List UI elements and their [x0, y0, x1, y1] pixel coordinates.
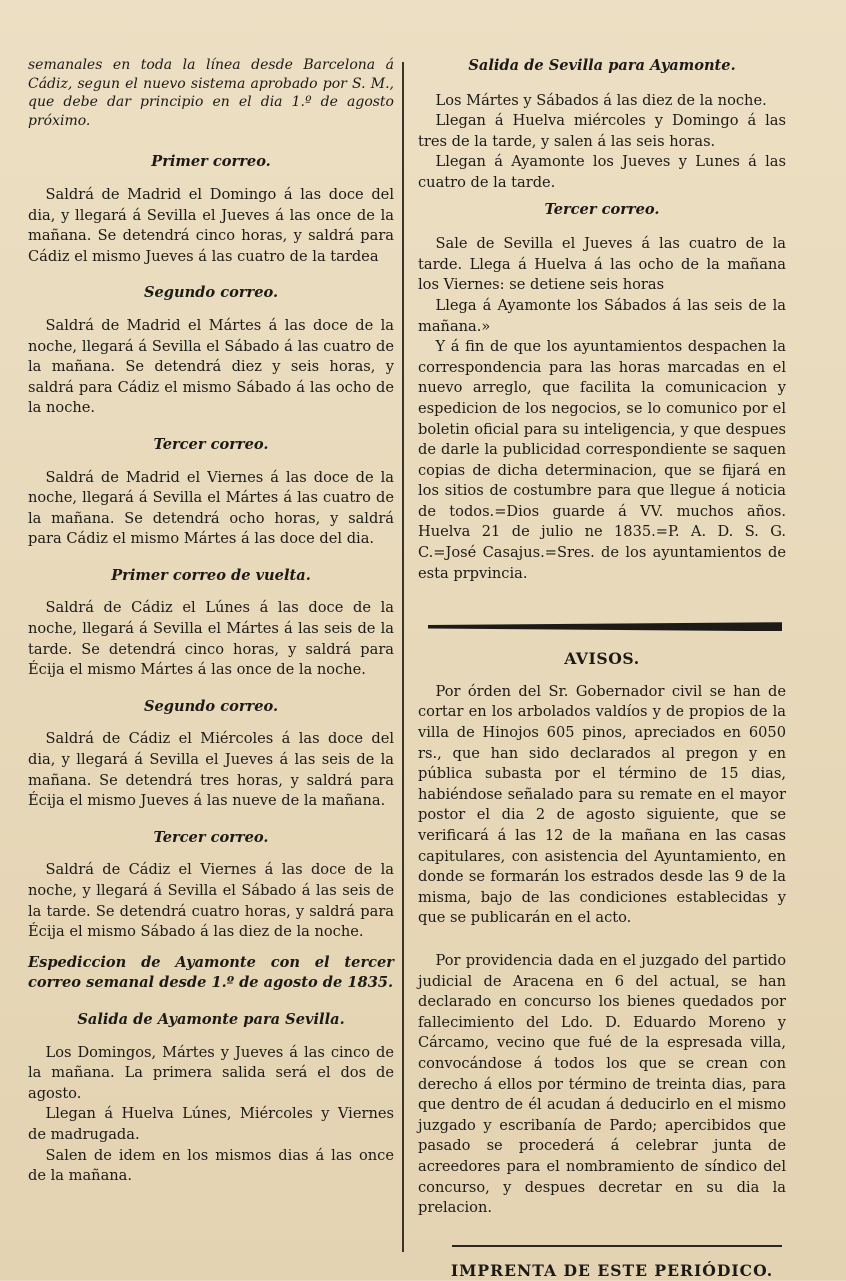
heading-tercer-correo: Tercer correo.: [153, 435, 269, 453]
text-salida-sevilla-3: Llegan á Ayamonte los Jueves y Lunes á las cuatro de la tarde.: [418, 153, 786, 191]
text-primer-correo-vuelta: Saldrá de Cádiz el Lúnes á las doce de la noche, llegará á Sevilla el Mártes á las seis de la tarde. Se detendrá cinco horas, y saldrá para Écija el mismo Mártes á las once de la noche.: [28, 599, 394, 679]
text-salida-ayamonte-1: Los Domingos, Mártes y Jueves á las cinco de la mañana. La primera salida será el dos de agosto.: [28, 1043, 394, 1102]
intro-text: semanales en toda la línea desde Barcelona á Cádiz, segun el nuevo sistema aprobado por S. M., que debe dar principio en el dia 1.º de agosto próximo.: [28, 57, 394, 129]
section-divider-thin: [452, 1245, 782, 1247]
text-salida-sevilla-1: Los Mártes y Sábados á las diez de la noche.: [435, 91, 767, 109]
heading-tercer-correo-right: Tercer correo.: [544, 200, 660, 218]
section-divider-thick: [428, 622, 782, 631]
avisos-title: AVISOS.: [564, 649, 640, 669]
heading-espediccion: Espediccion de Ayamonte con el tercer correo semanal desde 1.º de agosto de 1835.: [28, 953, 394, 992]
text-tercer-correo-right-1: Sale de Sevilla el Jueves á las cuatro de la tarde. Llega á Huelva á las ocho de la mañana los Viernes: se detiene seis horas: [418, 235, 786, 294]
heading-primer-correo-vuelta: Primer correo de vuelta.: [111, 566, 311, 584]
left-column: [28, 56, 394, 1260]
aviso-2: Por providencia dada en el juzgado del partido judicial de Aracena en 6 del actual, se han declarado en concurso los bienes quedados por fallecimiento del Ldo. D. Eduardo Moreno y Cárcamo, vecino que fué de la espresada villa, convocándose á todos los que se crean con derecho á ellos por término de treinta dias, para que dentro de él acudan á deducirlo en el mismo juzgado y escribanía de Pardo; apercibidos que pasado se procederá á celebrar junta de acreedores para el nombramiento de síndico del concurso, y despues decretar en su dia la prelacion.: [418, 951, 786, 1217]
text-salida-ayamonte-3: Salen de idem en los mismos dias á las once de la mañana.: [28, 1146, 394, 1185]
heading-segundo-correo-vuelta: Segundo correo.: [143, 697, 279, 715]
right-column: [418, 56, 786, 1280]
text-salida-ayamonte-2: Llegan á Huelva Lúnes, Miércoles y Viernes de madrugada.: [28, 1105, 394, 1143]
heading-primer-correo: Primer correo.: [151, 153, 271, 171]
column-divider: [402, 62, 404, 1252]
text-segundo-correo-vuelta: Saldrá de Cádiz el Miércoles á las doce del dia, y llegará á Sevilla el Jueves á las seis de la mañana. Se detendrá tres horas, y saldrá para Écija el mismo Jueves á las nueve de la mañana.: [28, 730, 394, 810]
text-segundo-correo: Saldrá de Madrid el Mártes á las doce de la noche, llegará á Sevilla el Sábado á las cuatro de la mañana. Se detendrá diez y seis horas, y saldrá para Cádiz el mismo Sábado á las ocho de la noche.: [28, 316, 394, 417]
heading-salida-sevilla: Salida de Sevilla para Ayamonte.: [468, 57, 736, 74]
text-primer-correo: Saldrá de Madrid el Domingo á las doce del dia, y llegará á Sevilla el Jueves á las once de la mañana. Se detendrá cinco horas, y saldrá para Cádiz el mismo Jueves á las cuatro de la tardea: [28, 185, 394, 265]
heading-salida-ayamonte: Salida de Ayamonte para Sevilla.: [77, 1010, 345, 1028]
aviso-1: Por órden del Sr. Gobernador civil se han de cortar en los arbolados valdíos y de propios de la villa de Hinojos 605 pinos, apreciados en 6050 rs., que han sido declarados al pregon y en pública subasta por el término de 15 dias, habiéndose señalado para su remate en el mayor postor el dia 2 de agosto siguiente, que se verificará á las 12 de la mañana en las casas capitulares, con asistencia del Ayuntamiento, en donde se formarán los estrados desde las 9 de la misma, bajo de las condiciones establecidas y que se publicarán en el acto.: [418, 682, 786, 927]
text-closing: Y á fin de que los ayuntamientos despachen la correspondencia para las horas marcadas en el nuevo arreglo, que facilita la comunicacion y espedicion de los negocios, se lo comunico por el boletin oficial para su inteligencia, y que despues de darle la publicidad correspondiente se saquen copias de dicha determinacion, que se fijará en los sitios de costumbre para que llegue á noticia de todos.=Dios guarde á VV. muchos años. Huelva 21 de julio ne 1835.=P. A. D. S. G. C.=José Casajus.=Sres. de los ayuntamientos de esta prpvincia.: [418, 338, 786, 582]
text-salida-sevilla-2: Llegan á Huelva miércoles y Domingo á las tres de la tarde, y salen á las seis horas.: [418, 112, 786, 150]
text-tercer-correo: Saldrá de Madrid el Viernes á las doce de la noche, llegará á Sevilla el Mártes á las cuatro de la mañana. Se detendrá ocho horas, y saldrá para Cádiz el mismo Mártes á las doce del dia.: [28, 468, 394, 548]
text-tercer-correo-vuelta: Saldrá de Cádiz el Viernes á las doce de la noche, y llegará á Sevilla el Sábado á las seis de la tarde. Se detendrá cuatro horas, y saldrá para Écija el mismo Sábado á las diez de la noche.: [28, 861, 394, 941]
text-tercer-correo-right-2: Llega á Ayamonte los Sábados á las seis de la mañana.»: [418, 296, 786, 335]
heading-segundo-correo: Segundo correo.: [143, 284, 279, 302]
imprenta-footer: IMPRENTA DE ESTE PERIÓDICO.: [450, 1260, 774, 1280]
heading-tercer-correo-vuelta: Tercer correo.: [153, 828, 269, 846]
